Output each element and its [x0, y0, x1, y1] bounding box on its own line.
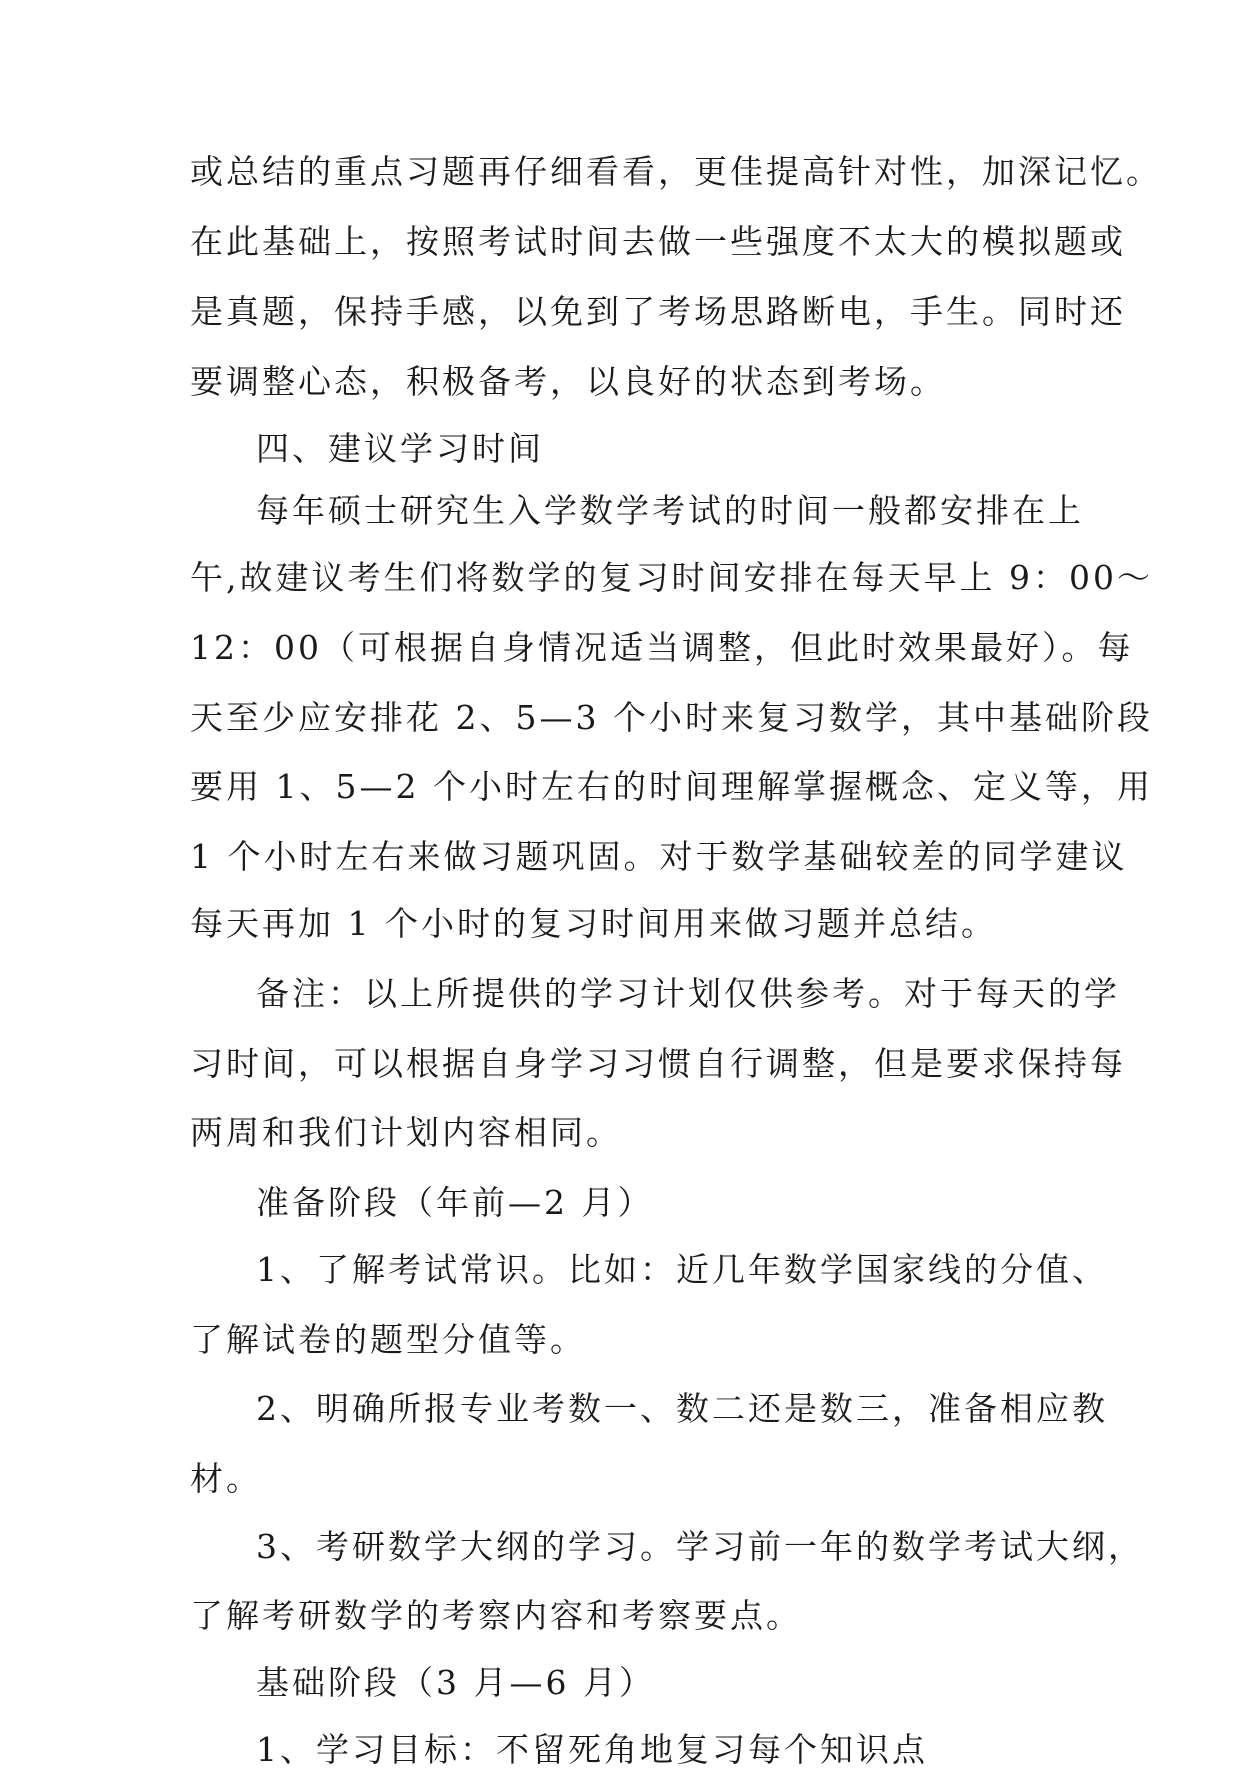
- text-line: 习时间，可以根据自身学习习惯自行调整，但是要求保持每: [190, 1044, 1126, 1083]
- text-line: 每天再加 1 个小时的复习时间用来做习题并总结。: [190, 904, 997, 943]
- text-line: 天至少应安排花 2、5—3 个小时来复习数学，其中基础阶段: [190, 698, 1153, 737]
- list-item: 2、明确所报专业考数一、数二还是数三，准备相应教: [256, 1389, 1108, 1428]
- section-heading: 准备阶段（年前—2 月）: [256, 1183, 654, 1222]
- text-line: 材。: [190, 1459, 262, 1498]
- text-line: 要用 1、5—2 个小时左右的时间理解掌握概念、定义等，用: [190, 767, 1153, 806]
- text-line: 1 个小时左右来做习题巩固。对于数学基础较差的同学建议: [190, 837, 1128, 876]
- list-item: 1、了解考试常识。比如：近几年数学国家线的分值、: [256, 1250, 1108, 1289]
- section-heading: 基础阶段（3 月—6 月）: [256, 1663, 655, 1702]
- text-line: 每年硕士研究生入学数学考试的时间一般都安排在上: [256, 491, 1084, 530]
- list-item: 1、学习目标：不留死角地复习每个知识点: [256, 1730, 928, 1769]
- text-line: 午,故建议考生们将数学的复习时间安排在每天早上 9：00～: [190, 558, 1153, 597]
- text-line: 了解试卷的题型分值等。: [190, 1320, 586, 1359]
- list-item: 3、考研数学大纲的学习。学习前一年的数学考试大纲，: [256, 1527, 1144, 1566]
- note-line: 备注：以上所提供的学习计划仅供参考。对于每天的学: [256, 974, 1120, 1013]
- text-line: 两周和我们计划内容相同。: [190, 1113, 622, 1152]
- text-line: 12：00（可根据自身情况适当调整，但此时效果最好）。每: [190, 628, 1134, 667]
- text-line: 要调整心态，积极备考，以良好的状态到考场。: [190, 362, 946, 401]
- section-heading: 四、建议学习时间: [256, 429, 544, 468]
- text-line: 了解考研数学的考察内容和考察要点。: [190, 1596, 802, 1635]
- text-line: 或总结的重点习题再仔细看看，更佳提高针对性，加深记忆。: [190, 152, 1162, 191]
- text-line: 是真题，保持手感，以免到了考场思路断电，手生。同时还: [190, 292, 1126, 331]
- text-line: 在此基础上，按照考试时间去做一些强度不太大的模拟题或: [190, 222, 1126, 261]
